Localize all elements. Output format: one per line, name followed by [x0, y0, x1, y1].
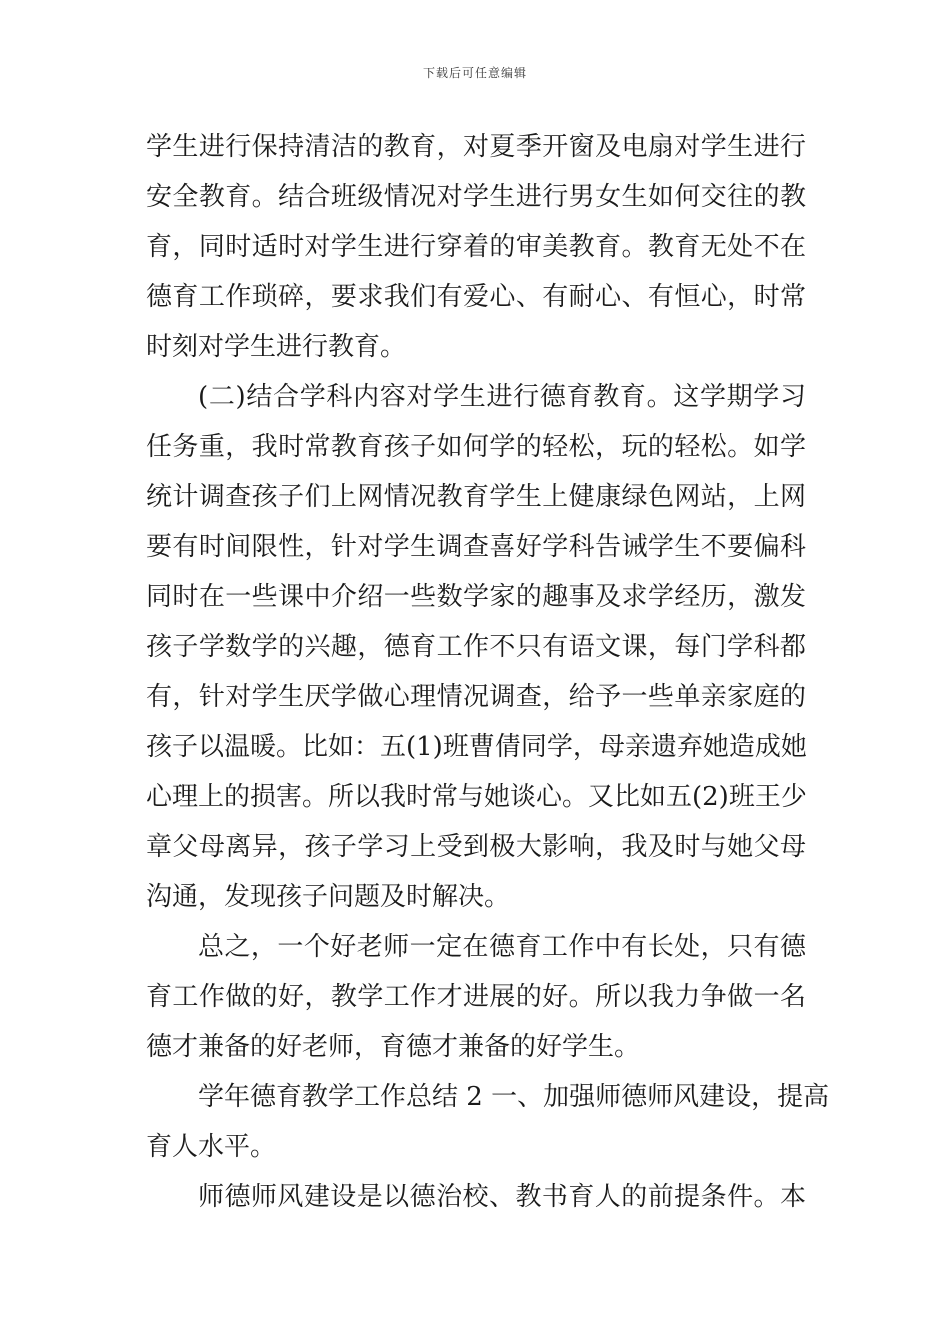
text-line: 学年德育教学工作总结 2 一、加强师德师风建设，提高: [198, 1082, 830, 1112]
text-line: 同时在一些课中介绍一些数学家的趣事及求学经历，激发: [146, 582, 806, 612]
text-line: 德育工作琐碎，要求我们有爱心、有耐心、有恒心，时常: [146, 282, 806, 312]
text-line: 章父母离异，孩子学习上受到极大影响，我及时与她父母: [146, 832, 806, 862]
text-line: 德才兼备的好老师，育德才兼备的好学生。: [146, 1032, 641, 1062]
paragraph-teacher-ethics: [146, 1172, 806, 1222]
paragraph-hygiene-safety: [146, 122, 806, 372]
text-line: 任务重，我时常教育孩子如何学的轻松，玩的轻松。如学: [146, 432, 806, 462]
text-line: 育工作做的好，教学工作才进展的好。所以我力争做一名: [146, 982, 806, 1012]
text-line: 育，同时适时对学生进行穿着的审美教育。教育无处不在: [146, 232, 806, 262]
text-line: 总之，一个好老师一定在德育工作中有长处，只有德: [198, 932, 806, 962]
text-line: 沟通，发现孩子问题及时解决。: [146, 882, 511, 912]
text-line: (二)结合学科内容对学生进行德育教育。这学期学习: [198, 382, 806, 412]
paragraph-summary-2-heading: [146, 1072, 830, 1172]
page-header: 下载后可任意编辑: [422, 66, 527, 80]
text-line: 有，针对学生厌学做心理情况调查，给予一些单亲家庭的: [146, 682, 806, 712]
document-body: [146, 122, 830, 1222]
text-line: 安全教育。结合班级情况对学生进行男女生如何交往的教: [146, 182, 806, 212]
paragraph-subject-moral-education: [146, 372, 806, 922]
text-line: 育人水平。: [146, 1132, 277, 1162]
text-line: 要有时间限性，针对学生调查喜好学科告诫学生不要偏科: [146, 532, 806, 562]
text-line: 孩子以温暖。比如：五(1)班曹倩同学，母亲遗弃她造成她: [146, 732, 807, 762]
text-line: 时刻对学生进行教育。: [146, 332, 407, 362]
text-line: 心理上的损害。所以我时常与她谈心。又比如五(2)班王少: [146, 782, 807, 812]
text-line: 学生进行保持清洁的教育，对夏季开窗及电扇对学生进行: [146, 132, 806, 162]
paragraph-conclusion: [146, 922, 806, 1072]
text-line: 孩子学数学的兴趣，德育工作不只有语文课，每门学科都: [146, 632, 806, 662]
text-line: 师德师风建设是以德治校、教书育人的前提条件。本: [198, 1182, 806, 1212]
text-line: 统计调查孩子们上网情况教育学生上健康绿色网站，上网: [146, 482, 806, 512]
